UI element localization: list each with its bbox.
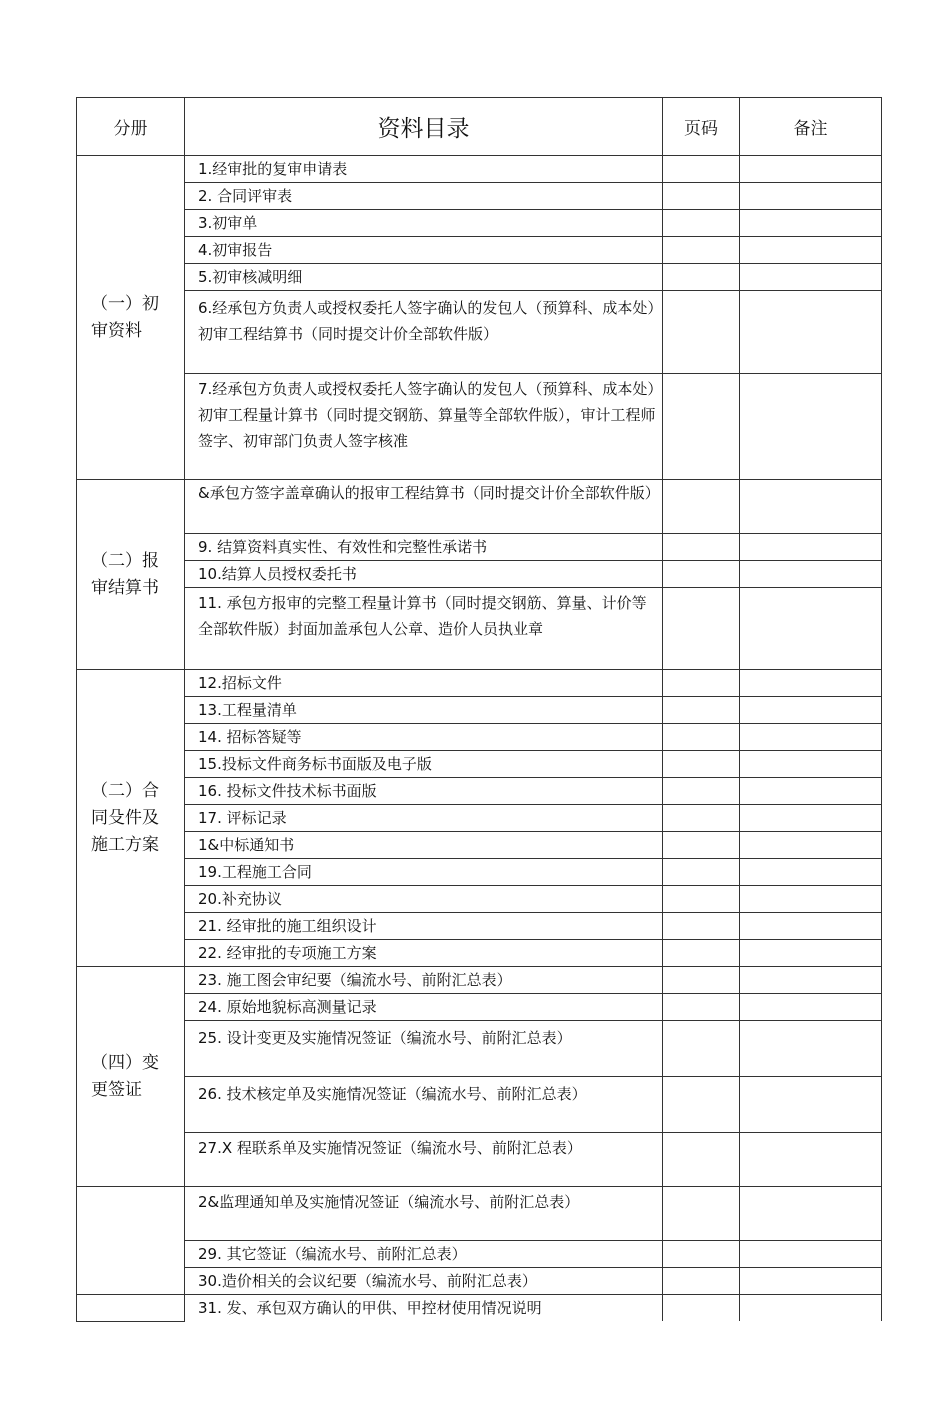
item-cell: 10.结算人员授权委托书: [185, 561, 663, 588]
item-cell: 19.工程施工合同: [185, 859, 663, 886]
note-cell: [740, 1295, 882, 1322]
note-cell: [740, 967, 882, 994]
page-cell: [663, 751, 740, 778]
note-cell: [740, 886, 882, 913]
item-cell: 5.初审核减明细: [185, 264, 663, 291]
page-cell: [663, 994, 740, 1021]
table-row: [77, 1133, 882, 1187]
page-cell: [663, 237, 740, 264]
item-cell: 22. 经审批的专项施工方案: [185, 940, 663, 967]
note-cell: [740, 210, 882, 237]
table-row: [77, 697, 882, 724]
page-cell: [663, 1077, 740, 1133]
note-cell: [740, 1021, 882, 1077]
table-row: [77, 886, 882, 913]
table-row: [77, 670, 882, 697]
table-row: [77, 724, 882, 751]
note-cell: [740, 778, 882, 805]
item-cell: 6.经承包方负责人或授权委托人签字确认的发包人（预算科、成本处）初审工程结算书（同时提交计价全部软件版）: [185, 291, 663, 374]
table-row: [77, 264, 882, 291]
note-cell: [740, 751, 882, 778]
page-cell: [663, 697, 740, 724]
item-cell: 2. 合同评审表: [185, 183, 663, 210]
item-cell: 1.经审批的复审申请表: [185, 156, 663, 183]
page-cell: [663, 1187, 740, 1241]
item-cell: 31. 发、承包双方确认的甲供、甲控材使用情况说明: [185, 1295, 663, 1322]
page-cell: [663, 1133, 740, 1187]
note-cell: [740, 1133, 882, 1187]
table-row: [77, 588, 882, 670]
table-row: [77, 156, 882, 183]
table-row: [77, 1295, 882, 1322]
note-cell: [740, 805, 882, 832]
note-cell: [740, 534, 882, 561]
item-cell: 7.经承包方负责人或授权委托人签字确认的发包人（预算科、成本处）初审工程量计算书（同时提交钢筋、算量等全部软件版），审计工程师签字、初审部门负责人签字核准: [185, 374, 663, 480]
page-cell: [663, 183, 740, 210]
table-header-row: [77, 98, 882, 156]
note-cell: [740, 1077, 882, 1133]
item-cell: 26. 技术核定单及实施情况签证（编流水号、前附汇总表）: [185, 1077, 663, 1133]
table-row: [77, 1268, 882, 1295]
note-cell: [740, 588, 882, 670]
page-cell: [663, 724, 740, 751]
page-cell: [663, 210, 740, 237]
item-cell: 14. 招标答疑等: [185, 724, 663, 751]
item-cell: 13.工程量清单: [185, 697, 663, 724]
volume-label-blank: [77, 1295, 185, 1322]
item-cell: 21. 经审批的施工组织设计: [185, 913, 663, 940]
catalog-table: [76, 97, 882, 1322]
item-cell: 29. 其它签证（编流水号、前附汇总表）: [185, 1241, 663, 1268]
table-row: [77, 805, 882, 832]
page-cell: [663, 156, 740, 183]
item-cell: 23. 施工图会审纪要（编流水号、前附汇总表）: [185, 967, 663, 994]
table-row: [77, 210, 882, 237]
note-cell: [740, 561, 882, 588]
page-cell: [663, 534, 740, 561]
item-cell: 12.招标文件: [185, 670, 663, 697]
table-row: [77, 940, 882, 967]
item-cell: 4.初审报告: [185, 237, 663, 264]
table-row: [77, 1241, 882, 1268]
table-row: [77, 561, 882, 588]
page-cell: [663, 832, 740, 859]
note-cell: [740, 670, 882, 697]
note-cell: [740, 940, 882, 967]
item-cell: 25. 设计变更及实施情况签证（编流水号、前附汇总表）: [185, 1021, 663, 1077]
volume-label-contract-documents: （二）合同殳件及施工方案: [77, 670, 185, 967]
page-cell: [663, 940, 740, 967]
note-cell: [740, 697, 882, 724]
page-cell: [663, 1268, 740, 1295]
volume-column-header: 分册: [77, 98, 185, 156]
page-cell: [663, 561, 740, 588]
table-row: [77, 534, 882, 561]
table-row: [77, 374, 882, 480]
note-cell: [740, 913, 882, 940]
page-cell: [663, 264, 740, 291]
note-cell: [740, 374, 882, 480]
note-cell: [740, 1268, 882, 1295]
item-cell: 11. 承包方报审的完整工程量计算书（同时提交钢筋、算量、计价等全部软件版）封面加盖承包人公章、造价人员执业章: [185, 588, 663, 670]
page-cell: [663, 778, 740, 805]
note-cell: [740, 994, 882, 1021]
note-cell: [740, 832, 882, 859]
table-row: [77, 967, 882, 994]
page-cell: [663, 480, 740, 534]
table-row: [77, 751, 882, 778]
page-cell: [663, 859, 740, 886]
note-cell: [740, 724, 882, 751]
volume-label-change-visa: （四）变更签证: [77, 967, 185, 1187]
item-cell: 1&中标通知书: [185, 832, 663, 859]
item-cell: 30.造价相关的会议纪要（编流水号、前附汇总表）: [185, 1268, 663, 1295]
item-cell: 20.补充协议: [185, 886, 663, 913]
table-row: [77, 778, 882, 805]
note-cell: [740, 183, 882, 210]
page-cell: [663, 913, 740, 940]
page-cell: [663, 588, 740, 670]
item-cell: 15.投标文件商务标书面版及电子版: [185, 751, 663, 778]
page-cell: [663, 1295, 740, 1322]
table-row: [77, 859, 882, 886]
page-cell: [663, 886, 740, 913]
item-cell: 9. 结算资料真实性、有效性和完整性承诺书: [185, 534, 663, 561]
note-cell: [740, 264, 882, 291]
catalog-sheet: [76, 97, 881, 1322]
table-row: [77, 237, 882, 264]
catalog-title-header: 资料目录: [185, 98, 663, 156]
item-cell: 17. 评标记录: [185, 805, 663, 832]
note-cell: [740, 156, 882, 183]
page-cell: [663, 805, 740, 832]
table-row: [77, 1021, 882, 1077]
page-cell: [663, 670, 740, 697]
note-cell: [740, 480, 882, 534]
item-cell: 2&监理通知单及实施情况签证（编流水号、前附汇总表）: [185, 1187, 663, 1241]
table-row: [77, 291, 882, 374]
note-cell: [740, 1241, 882, 1268]
table-row: [77, 480, 882, 534]
page-cell: [663, 291, 740, 374]
table-row: [77, 183, 882, 210]
volume-label-submitted-settlement: （二）报审结算书: [77, 480, 185, 670]
page-cell: [663, 1021, 740, 1077]
table-row: [77, 994, 882, 1021]
item-cell: 3.初审单: [185, 210, 663, 237]
table-row: [77, 832, 882, 859]
note-cell: [740, 1187, 882, 1241]
table-row: [77, 1077, 882, 1133]
note-cell: [740, 237, 882, 264]
page-column-header: 页码: [663, 98, 740, 156]
volume-label-blank: [77, 1187, 185, 1295]
item-cell: 27.X 程联系单及实施情况签证（编流水号、前附汇总表）: [185, 1133, 663, 1187]
page-cell: [663, 1241, 740, 1268]
note-column-header: 备注: [740, 98, 882, 156]
page-cell: [663, 374, 740, 480]
item-cell: &承包方签字盖章确认的报审工程结算书（同时提交计价全部软件版）: [185, 480, 663, 534]
note-cell: [740, 859, 882, 886]
item-cell: 16. 投标文件技术标书面版: [185, 778, 663, 805]
table-row: [77, 1187, 882, 1241]
table-row: [77, 913, 882, 940]
volume-label-initial-review: （一）初审资料: [77, 156, 185, 480]
note-cell: [740, 291, 882, 374]
page-cell: [663, 967, 740, 994]
item-cell: 24. 原始地貌标高测量记录: [185, 994, 663, 1021]
